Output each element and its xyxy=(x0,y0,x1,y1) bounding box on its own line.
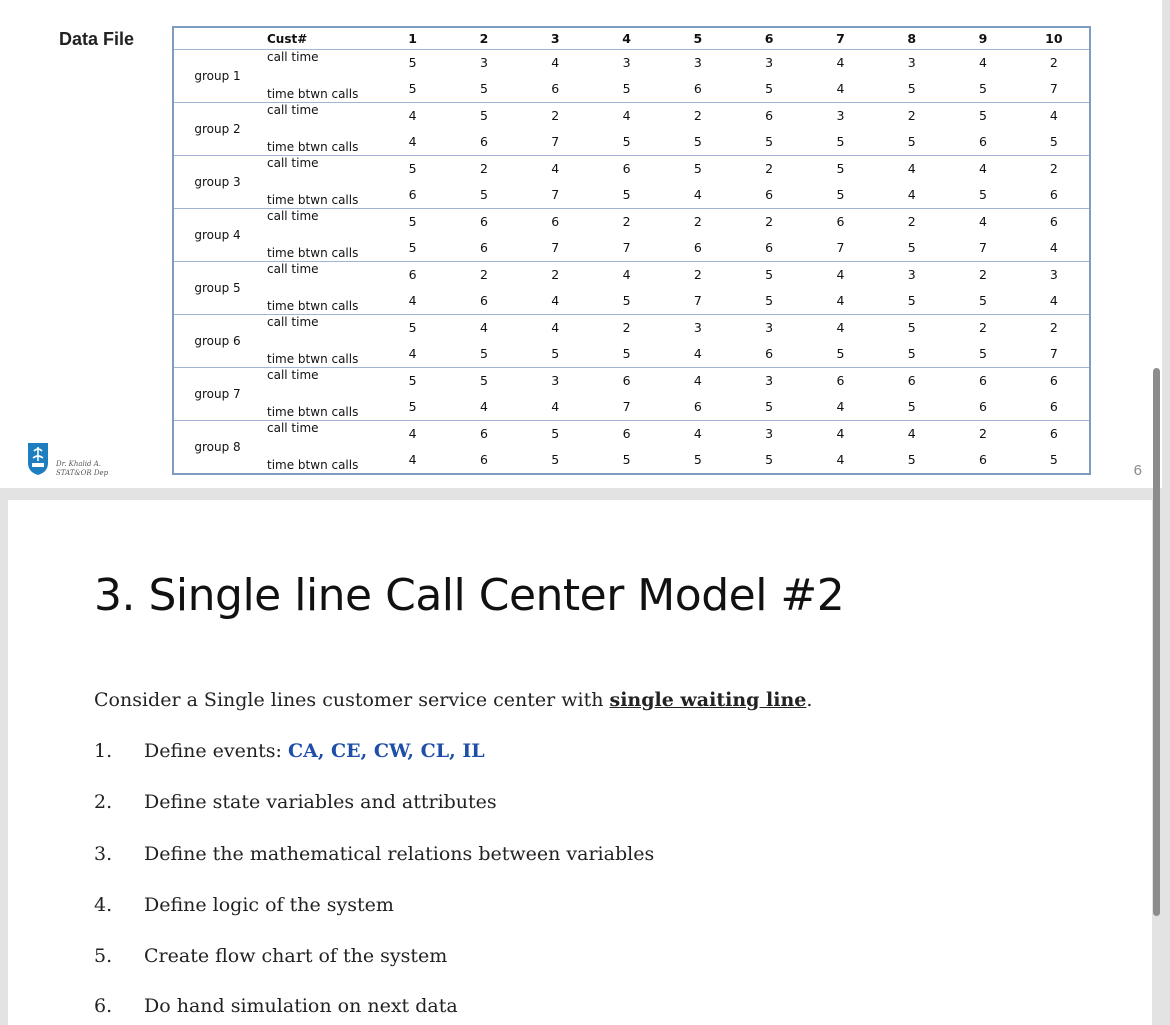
table-cell: 3 xyxy=(876,50,947,76)
customer-number-header: 10 xyxy=(1045,31,1063,46)
table-cell: 6 xyxy=(1049,399,1058,415)
table-cell: 5 xyxy=(622,81,631,97)
table-cell: 2 xyxy=(947,262,1018,288)
table-cell: 3 xyxy=(805,103,876,129)
table-cell: 4 xyxy=(805,421,876,447)
call-time-label: call time xyxy=(261,156,377,182)
slide-data-file xyxy=(0,0,1162,488)
table-cell: 6 xyxy=(693,399,702,415)
intro-paragraph xyxy=(94,689,812,711)
group-label: group 8 xyxy=(173,421,261,475)
table-cell: 5 xyxy=(907,240,916,256)
table-cell: 5 xyxy=(408,240,417,256)
table-cell: 6 xyxy=(765,187,774,203)
customer-number-header: 3 xyxy=(550,31,560,46)
time-btwn-calls-row xyxy=(173,447,1090,475)
table-header-row xyxy=(173,27,1090,50)
table-cell: 2 xyxy=(662,103,733,129)
time-btwn-calls-label: time btwn calls xyxy=(267,352,359,366)
table-cell: 6 xyxy=(377,262,448,288)
table-cell: 6 xyxy=(479,134,488,150)
table-cell: 6 xyxy=(1019,209,1090,235)
table-cell: 4 xyxy=(408,134,417,150)
table-cell: 4 xyxy=(805,262,876,288)
table-cell: 7 xyxy=(836,240,845,256)
table-cell: 6 xyxy=(520,209,591,235)
table-cell: 4 xyxy=(836,293,845,309)
table-cell: 2 xyxy=(1019,50,1090,76)
customer-number-header: 9 xyxy=(978,31,988,46)
table-cell: 4 xyxy=(377,421,448,447)
table-cell: 4 xyxy=(408,293,417,309)
table-cell: 5 xyxy=(805,156,876,182)
time-btwn-calls-label: time btwn calls xyxy=(267,405,359,419)
task-item xyxy=(94,995,458,1017)
table-cell: 6 xyxy=(979,452,987,468)
table-cell: 5 xyxy=(377,50,448,76)
table-cell: 2 xyxy=(876,103,947,129)
task-number: 6. xyxy=(94,995,113,1017)
table-cell: 5 xyxy=(479,81,488,97)
author-credit xyxy=(56,460,108,478)
table-cell: 5 xyxy=(551,346,560,362)
customer-number-header: 6 xyxy=(764,31,774,46)
group-label: group 7 xyxy=(173,368,261,421)
table-cell: 4 xyxy=(591,103,662,129)
time-btwn-calls-row xyxy=(173,288,1090,315)
task-item xyxy=(94,740,485,762)
table-cell: 6 xyxy=(947,368,1018,394)
table-cell: 6 xyxy=(805,368,876,394)
call-time-row xyxy=(173,156,1090,182)
table-cell: 6 xyxy=(591,368,662,394)
table-cell: 2 xyxy=(520,262,591,288)
table-cell: 2 xyxy=(448,156,519,182)
table-cell: 7 xyxy=(1049,81,1058,97)
header-empty-cell xyxy=(173,27,261,50)
call-time-label: call time xyxy=(261,262,377,288)
table-cell: 5 xyxy=(408,399,417,415)
task-item xyxy=(94,945,447,967)
customer-number-header: 4 xyxy=(622,31,631,46)
slide-call-center-model xyxy=(8,500,1152,1025)
table-cell: 5 xyxy=(1049,134,1058,150)
table-cell: 5 xyxy=(836,346,845,362)
table-cell: 4 xyxy=(947,50,1018,76)
task-text: Define state variables and attributes xyxy=(144,791,497,813)
table-cell: 5 xyxy=(693,134,702,150)
table-cell: 3 xyxy=(1019,262,1090,288)
table-cell: 5 xyxy=(733,262,804,288)
call-time-row xyxy=(173,262,1090,288)
table-cell: 4 xyxy=(1049,240,1058,256)
table-cell: 7 xyxy=(551,187,560,203)
call-time-row xyxy=(173,315,1090,341)
table-cell: 3 xyxy=(733,315,804,341)
task-item xyxy=(94,791,497,813)
table-cell: 4 xyxy=(836,81,845,97)
table-cell: 3 xyxy=(662,315,733,341)
table-cell: 6 xyxy=(693,81,702,97)
table-cell: 5 xyxy=(907,293,916,309)
table-cell: 5 xyxy=(622,452,631,468)
table-cell: 5 xyxy=(765,81,774,97)
table-cell: 2 xyxy=(1019,156,1090,182)
table-cell: 7 xyxy=(693,293,702,309)
table-cell: 4 xyxy=(805,315,876,341)
customer-number-header: 2 xyxy=(479,31,489,46)
table-cell: 4 xyxy=(377,103,448,129)
group-label: group 6 xyxy=(173,315,261,368)
event-list-highlight: CA, CE, CW, CL, IL xyxy=(287,740,485,762)
call-time-label: call time xyxy=(261,103,377,129)
table-cell: 3 xyxy=(733,368,804,394)
time-btwn-calls-label: time btwn calls xyxy=(267,140,359,154)
university-logo-icon xyxy=(26,441,50,476)
table-cell: 5 xyxy=(408,81,417,97)
task-number: 5. xyxy=(94,945,113,967)
task-text: Do hand simulation on next data xyxy=(144,995,458,1017)
table-cell: 6 xyxy=(765,346,774,362)
task-text: Define events: xyxy=(144,740,288,762)
intro-period: . xyxy=(806,689,813,711)
table-cell: 5 xyxy=(907,452,916,468)
table-cell: 3 xyxy=(876,262,947,288)
table-cell: 6 xyxy=(979,134,987,150)
group-label: group 5 xyxy=(173,262,261,315)
table-cell: 2 xyxy=(733,156,804,182)
table-cell: 6 xyxy=(448,209,519,235)
call-time-row xyxy=(173,421,1090,447)
table-cell: 5 xyxy=(876,315,947,341)
table-cell: 4 xyxy=(947,156,1018,182)
table-cell: 4 xyxy=(551,399,560,415)
table-cell: 5 xyxy=(622,187,631,203)
table-cell: 5 xyxy=(377,156,448,182)
data-table xyxy=(172,26,1091,475)
table-cell: 5 xyxy=(1049,452,1058,468)
task-text: Define logic of the system xyxy=(144,894,394,916)
customer-number-header: 8 xyxy=(907,31,917,46)
call-time-row xyxy=(173,50,1090,76)
call-time-label: call time xyxy=(261,315,377,341)
slide-title: 3. Single line Call Center Model #2 xyxy=(94,570,845,621)
table-cell: 2 xyxy=(947,315,1018,341)
table-cell: 4 xyxy=(693,346,702,362)
call-time-row xyxy=(173,103,1090,129)
table-cell: 3 xyxy=(591,50,662,76)
table-cell: 5 xyxy=(947,103,1018,129)
table-cell: 3 xyxy=(662,50,733,76)
table-cell: 5 xyxy=(836,187,845,203)
table-cell: 2 xyxy=(733,209,804,235)
time-btwn-calls-row xyxy=(173,394,1090,421)
time-btwn-calls-label: time btwn calls xyxy=(267,246,359,260)
table-cell: 2 xyxy=(448,262,519,288)
table-cell: 5 xyxy=(377,209,448,235)
table-cell: 4 xyxy=(662,368,733,394)
table-cell: 6 xyxy=(448,421,519,447)
table-cell: 5 xyxy=(765,452,774,468)
table-cell: 2 xyxy=(520,103,591,129)
time-btwn-calls-label: time btwn calls xyxy=(267,87,359,101)
table-cell: 6 xyxy=(551,81,560,97)
table-cell: 3 xyxy=(448,50,519,76)
time-btwn-calls-row xyxy=(173,182,1090,209)
table-cell: 2 xyxy=(662,262,733,288)
customer-number-header: 5 xyxy=(693,31,703,46)
table-cell: 4 xyxy=(408,452,417,468)
task-text: Define the mathematical relations between variables xyxy=(144,843,655,865)
table-cell: 5 xyxy=(765,134,774,150)
table-cell: 4 xyxy=(907,187,916,203)
group-label: group 3 xyxy=(173,156,261,209)
table-cell: 5 xyxy=(979,346,987,362)
table-cell: 4 xyxy=(876,156,947,182)
table-cell: 2 xyxy=(662,209,733,235)
table-cell: 2 xyxy=(1019,315,1090,341)
table-cell: 6 xyxy=(479,452,488,468)
group-label: group 4 xyxy=(173,209,261,262)
call-time-label: call time xyxy=(261,50,377,76)
table-cell: 5 xyxy=(907,399,916,415)
table-cell: 6 xyxy=(1019,368,1090,394)
time-btwn-calls-row xyxy=(173,235,1090,262)
task-number: 3. xyxy=(94,843,113,865)
table-cell: 5 xyxy=(479,187,488,203)
table-cell: 5 xyxy=(377,368,448,394)
time-btwn-calls-label: time btwn calls xyxy=(267,299,359,313)
table-cell: 7 xyxy=(622,399,631,415)
table-cell: 4 xyxy=(520,315,591,341)
page-number: 6 xyxy=(1133,462,1142,479)
task-item xyxy=(94,894,394,916)
table-cell: 7 xyxy=(979,240,987,256)
time-btwn-calls-row xyxy=(173,129,1090,156)
table-cell: 5 xyxy=(907,81,916,97)
time-btwn-calls-label: time btwn calls xyxy=(267,458,359,472)
table-cell: 2 xyxy=(876,209,947,235)
call-time-label: call time xyxy=(261,421,377,447)
table-cell: 6 xyxy=(1049,187,1058,203)
table-cell: 6 xyxy=(479,240,488,256)
table-cell: 5 xyxy=(622,293,631,309)
table-cell: 5 xyxy=(622,134,631,150)
group-label: group 1 xyxy=(173,50,261,103)
table-cell: 4 xyxy=(1049,293,1058,309)
intro-emphasis: single waiting line xyxy=(609,689,807,711)
table-cell: 4 xyxy=(408,346,417,362)
table-cell: 6 xyxy=(479,293,488,309)
table-cell: 6 xyxy=(733,103,804,129)
task-number: 2. xyxy=(94,791,113,813)
table-cell: 4 xyxy=(662,421,733,447)
table-cell: 3 xyxy=(520,368,591,394)
call-time-label: call time xyxy=(261,368,377,394)
cust-header: Cust# xyxy=(267,31,308,46)
table-cell: 5 xyxy=(979,293,987,309)
table-cell: 6 xyxy=(876,368,947,394)
table-cell: 4 xyxy=(520,50,591,76)
table-cell: 4 xyxy=(448,315,519,341)
intro-text: Consider a Single lines customer service center with xyxy=(94,689,610,711)
table-cell: 7 xyxy=(622,240,631,256)
table-cell: 4 xyxy=(693,187,702,203)
table-cell: 3 xyxy=(733,50,804,76)
call-time-row xyxy=(173,368,1090,394)
table-cell: 6 xyxy=(979,399,987,415)
table-cell: 5 xyxy=(377,315,448,341)
table-cell: 6 xyxy=(805,209,876,235)
task-text: Create flow chart of the system xyxy=(144,945,448,967)
author-name: Dr. Khalid A. xyxy=(56,460,102,468)
table-cell: 2 xyxy=(591,209,662,235)
table-cell: 2 xyxy=(947,421,1018,447)
call-time-label: call time xyxy=(261,209,377,235)
table-cell: 7 xyxy=(551,134,560,150)
time-btwn-calls-row xyxy=(173,341,1090,368)
task-number: 4. xyxy=(94,894,113,916)
table-cell: 4 xyxy=(1019,103,1090,129)
table-cell: 5 xyxy=(479,346,488,362)
table-cell: 4 xyxy=(876,421,947,447)
table-cell: 5 xyxy=(448,103,519,129)
data-file-title: Data File xyxy=(59,29,135,49)
time-btwn-calls-row xyxy=(173,76,1090,103)
task-item xyxy=(94,843,654,865)
table-cell: 5 xyxy=(622,346,631,362)
time-btwn-calls-label: time btwn calls xyxy=(267,193,359,207)
table-cell: 5 xyxy=(979,81,987,97)
customer-number-header: 1 xyxy=(408,31,417,46)
table-cell: 6 xyxy=(591,156,662,182)
table-cell: 6 xyxy=(1019,421,1090,447)
table-cell: 6 xyxy=(765,240,774,256)
table-cell: 4 xyxy=(836,452,845,468)
table-cell: 5 xyxy=(907,346,916,362)
table-cell: 6 xyxy=(693,240,702,256)
task-number: 1. xyxy=(94,740,113,762)
table-cell: 5 xyxy=(448,368,519,394)
table-cell: 4 xyxy=(836,399,845,415)
table-cell: 5 xyxy=(836,134,845,150)
call-time-row xyxy=(173,209,1090,235)
table-cell: 2 xyxy=(591,315,662,341)
table-cell: 5 xyxy=(979,187,987,203)
table-cell: 4 xyxy=(805,50,876,76)
table-cell: 7 xyxy=(1049,346,1058,362)
scrollbar-thumb[interactable] xyxy=(1153,368,1160,916)
table-cell: 5 xyxy=(693,452,702,468)
table-cell: 3 xyxy=(733,421,804,447)
author-department: STAT&OR Dep xyxy=(56,469,109,477)
table-cell: 5 xyxy=(907,134,916,150)
table-cell: 5 xyxy=(662,156,733,182)
table-cell: 4 xyxy=(591,262,662,288)
table-cell: 6 xyxy=(408,187,417,203)
table-cell: 4 xyxy=(551,293,560,309)
customer-number-header: 7 xyxy=(836,31,845,46)
table-cell: 4 xyxy=(479,399,488,415)
table-cell: 4 xyxy=(520,156,591,182)
table-cell: 5 xyxy=(765,399,774,415)
table-cell: 7 xyxy=(551,240,560,256)
table-cell: 5 xyxy=(520,421,591,447)
table-cell: 4 xyxy=(947,209,1018,235)
table-cell: 5 xyxy=(551,452,560,468)
table-cell: 6 xyxy=(591,421,662,447)
table-cell: 5 xyxy=(765,293,774,309)
group-label: group 2 xyxy=(173,103,261,156)
